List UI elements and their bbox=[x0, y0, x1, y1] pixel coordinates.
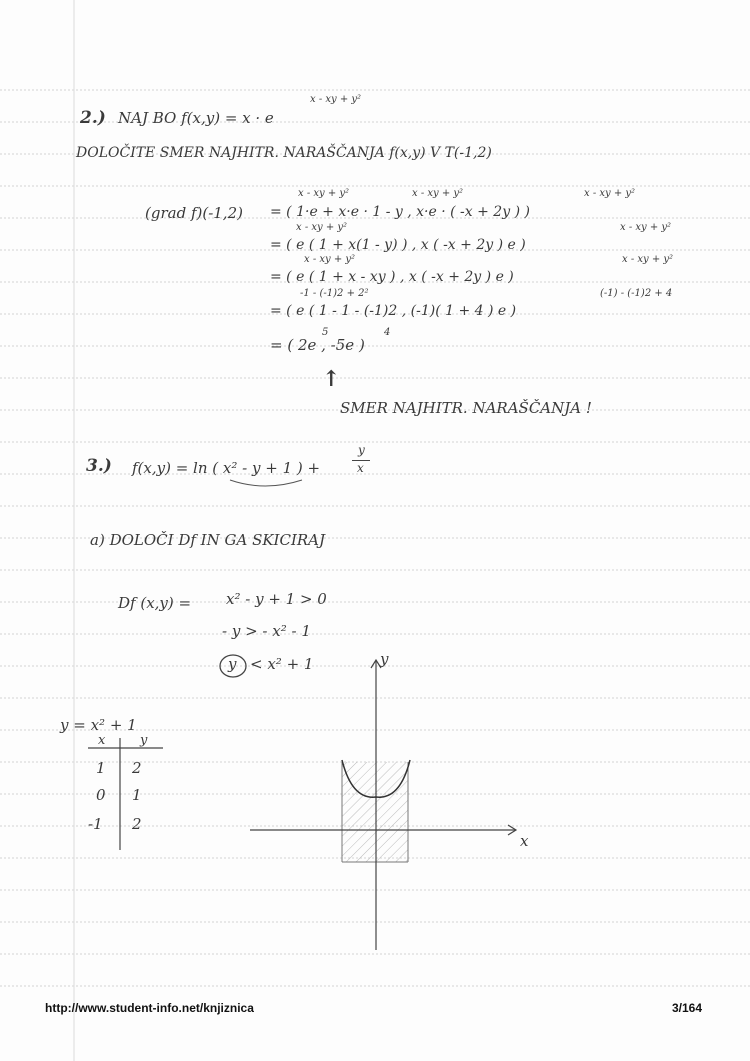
gradient-line-2: = ( e ( 1 + x(1 - y) ) , x ( -x + 2y ) e ) bbox=[270, 237, 526, 253]
gradient-line-4: = ( e ( 1 - 1 - (-1)2 , (-1)( 1 + 4 ) e ) bbox=[270, 303, 517, 319]
problem-2-intro: NAJ BO f(x,y) = x · e bbox=[118, 109, 274, 127]
footer-url[interactable]: http://www.student-info.net/knjiznica bbox=[45, 1001, 254, 1015]
footer-page-number: 3/164 bbox=[672, 1001, 703, 1015]
gradient-line-3-exponent-b: x - xy + y² bbox=[622, 254, 674, 265]
domain-label: Df (x,y) = bbox=[118, 594, 192, 612]
gradient-result: = ( 2e , -5e ) bbox=[270, 336, 365, 354]
gradient-line-3: = ( e ( 1 + x - xy ) , x ( -x + 2y ) e ) bbox=[270, 269, 514, 285]
table-row-1-y: 2 bbox=[132, 759, 142, 777]
table-row-3-x: -1 bbox=[88, 815, 103, 833]
problem-3-function: f(x,y) = ln ( x² - y + 1 ) + bbox=[132, 459, 321, 477]
gradient-line-2-exponent-a: x - xy + y² bbox=[296, 222, 348, 233]
inequality-3: < x² + 1 bbox=[250, 655, 314, 673]
gradient-line-3-exponent-a: x - xy + y² bbox=[304, 254, 356, 265]
inequality-3-variable: y bbox=[228, 655, 237, 673]
table-title: y = x² + 1 bbox=[60, 716, 137, 734]
table-row-2-y: 1 bbox=[132, 786, 142, 804]
gradient-line-1-exponent-c: x - xy + y² bbox=[584, 188, 636, 199]
shaded-domain-region bbox=[342, 762, 408, 862]
gradient-label: (grad f)(-1,2) bbox=[145, 204, 243, 222]
gradient-result-exponent-b: 4 bbox=[384, 327, 391, 338]
argument-underbrace bbox=[230, 480, 302, 486]
part-a-task: a) DOLOČI Df IN GA SKICIRAJ bbox=[90, 531, 326, 549]
domain-sketch bbox=[250, 660, 516, 950]
table-header-x: x bbox=[98, 733, 106, 748]
table-header-y: y bbox=[140, 733, 148, 748]
gradient-line-2-exponent-b: x - xy + y² bbox=[620, 222, 672, 233]
fraction-denominator: x bbox=[357, 461, 364, 475]
gradient-line-1-exponent-b: x - xy + y² bbox=[412, 188, 464, 199]
problem-2-answer: SMER NAJHITR. NARAŠČANJA ! bbox=[340, 399, 592, 417]
x-axis-label: x bbox=[520, 832, 529, 850]
problem-3-number: 3.) bbox=[86, 456, 112, 476]
fraction-numerator: y bbox=[358, 443, 365, 457]
problem-2-number: 2.) bbox=[80, 108, 106, 128]
table-row-3-y: 2 bbox=[132, 815, 142, 833]
inequality-2: - y > - x² - 1 bbox=[222, 622, 311, 640]
problem-2-task: DOLOČITE SMER NAJHITR. NARAŠČANJA f(x,y) V T(-1,2) bbox=[76, 145, 492, 161]
table-row-2-x: 0 bbox=[96, 786, 106, 804]
problem-2-intro-exponent: x - xy + y² bbox=[310, 94, 362, 105]
gradient-line-1: = ( 1·e + x·e · 1 - y , x·e · ( -x + 2y ) ) bbox=[270, 204, 530, 220]
gradient-line-4-exponent-b: (-1) - (-1)2 + 4 bbox=[600, 288, 673, 299]
answer-arrow-icon: ↑ bbox=[322, 366, 341, 392]
inequality-1: x² - y + 1 > 0 bbox=[226, 590, 327, 608]
gradient-result-exponent-a: 5 bbox=[322, 327, 329, 338]
gradient-line-1-exponent-a: x - xy + y² bbox=[298, 188, 350, 199]
gradient-line-4-exponent-a: -1 - (-1)2 + 2² bbox=[300, 288, 369, 299]
y-axis-label: y bbox=[380, 650, 389, 668]
table-row-1-x: 1 bbox=[96, 759, 106, 777]
